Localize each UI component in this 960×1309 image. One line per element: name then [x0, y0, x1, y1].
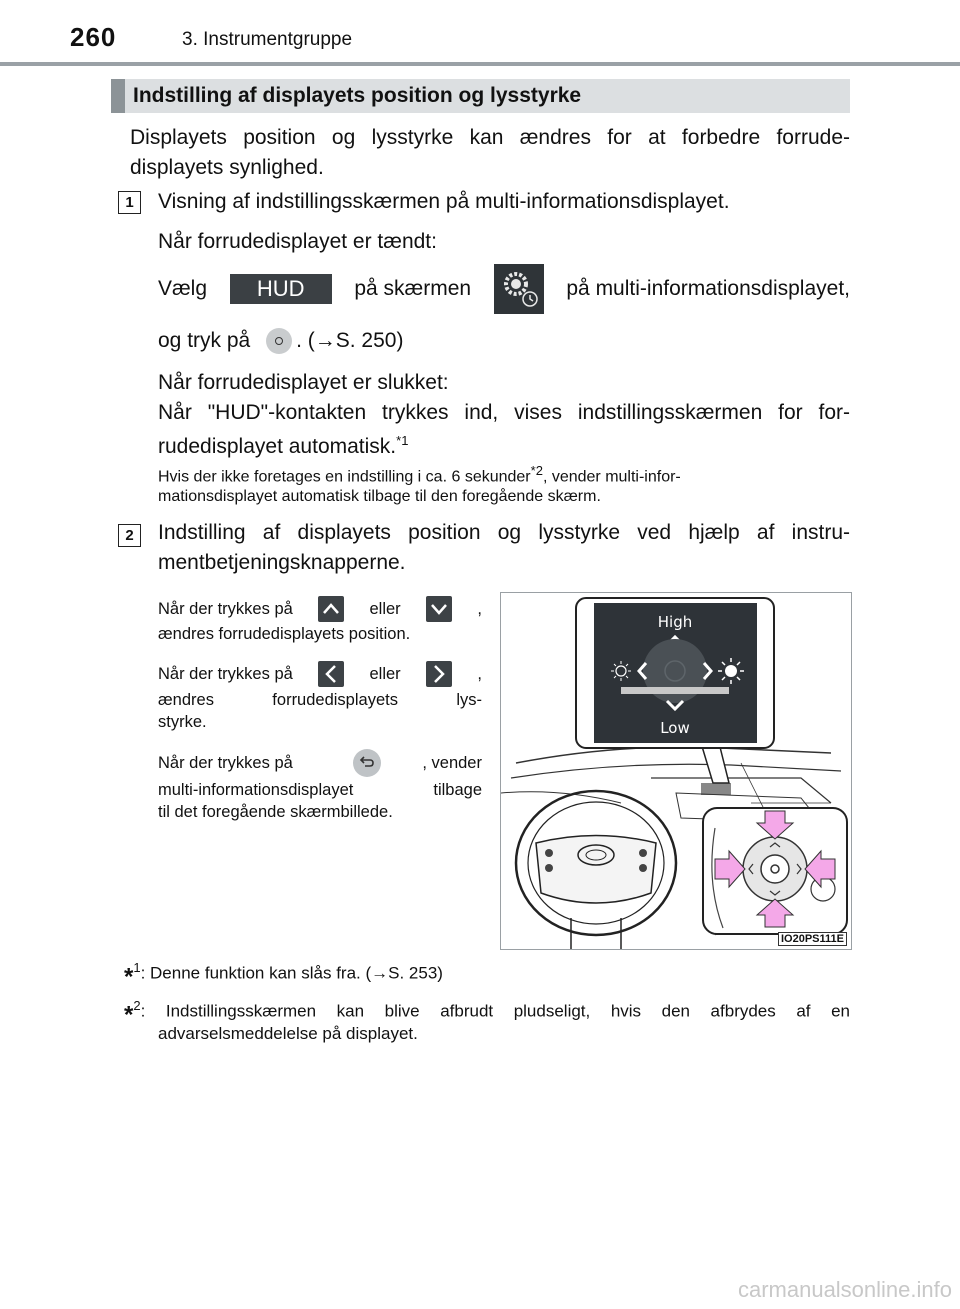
- step-1-title: Visning af indstillingsskærmen på multi-informationsdisplayet.: [158, 190, 730, 213]
- back-line-2: multi-informationsdisplayet tilbage: [158, 781, 482, 799]
- press-line: [158, 326, 403, 356]
- back-text-b: , vender: [422, 754, 482, 772]
- footnote-1: [124, 956, 443, 990]
- auto-line-2: [158, 426, 408, 462]
- select-text-c: på multi-informationsdisplayet,: [566, 277, 850, 300]
- back-line-3: til det foregående skærmbillede.: [158, 803, 393, 821]
- section-heading: [111, 79, 850, 113]
- footnote-1-number: 1: [133, 960, 141, 975]
- section-title: Indstilling af displayets position og lysstyrke: [133, 84, 582, 107]
- when-off-label: Når forrudedisplayet er slukket:: [158, 371, 449, 394]
- step-1-badge: 1: [118, 191, 141, 214]
- position-line-1: [158, 594, 482, 624]
- note-text-b: , vender multi-infor-: [542, 468, 681, 486]
- header-rule: [0, 62, 960, 66]
- when-on-label: Når forrudedisplayet er tændt:: [158, 230, 437, 253]
- footnote-2-mark: *: [124, 1001, 134, 1029]
- chapter-title: 3. Instrumentgruppe: [182, 29, 353, 50]
- select-hud-line: [158, 263, 850, 315]
- footnote-2-line-2: advarselsmeddelelse på displayet.: [158, 1024, 418, 1043]
- low-label: Low: [660, 719, 690, 737]
- back-line-1: [158, 748, 482, 778]
- hud-button: HUD: [230, 274, 332, 304]
- step-2-badge: 2: [118, 524, 141, 547]
- step-2-title-line-1: Indstilling af displayets position og lysstyrke ved hjælp af instru-: [158, 521, 850, 544]
- chevron-left-icon: [318, 661, 344, 687]
- auto-line-1: Når "HUD"-kontakten trykkes ind, vises indstillingsskærmen for for-: [158, 401, 850, 424]
- arrow-glyph: →: [314, 329, 336, 352]
- auto-line-2-text: rudedisplayet automatisk.: [158, 435, 397, 458]
- settings-gear-icon: [494, 264, 544, 314]
- footnote-2-text: : Indstillingsskærmen kan blive afbrudt pludseligt, hvis den afbrydes af en: [140, 1001, 850, 1021]
- press-text-b: . (: [296, 329, 315, 352]
- brightness-line-2: ændres forrudedisplayets lys-: [158, 691, 482, 709]
- back-text-a: Når der trykkes på: [158, 754, 293, 772]
- intro-line-2: displayets synlighed.: [130, 156, 324, 179]
- footnote-1-ref: S. 253): [388, 963, 443, 983]
- chevron-up-icon: [318, 596, 344, 622]
- footnote-1-arrow: →: [371, 963, 389, 983]
- select-text-b: på skærmen: [354, 277, 472, 300]
- press-text-a: og tryk på: [158, 329, 251, 352]
- select-text-a: Vælg: [158, 277, 208, 300]
- figure-code: IO20PS111E: [778, 932, 847, 946]
- note-text-a: Hvis der ikke foretages en indstilling i ca. 6 sekunder: [158, 468, 531, 486]
- position-text-a: Når der trykkes på: [158, 600, 293, 618]
- intro-line-1: Displayets position og lysstyrke kan ændres for at forbedre forrude-: [130, 126, 850, 149]
- page-number: 260: [70, 22, 117, 52]
- footnote-2-number: 2: [133, 998, 141, 1013]
- footnote-ref-2: *2: [530, 463, 543, 478]
- footnote-1-mark: *: [124, 963, 134, 991]
- timeout-note-line-1: [158, 460, 850, 488]
- chevron-down-icon: [426, 596, 452, 622]
- brightness-comma: ,: [477, 665, 482, 683]
- position-or: eller: [369, 600, 401, 618]
- press-ref: S. 250): [335, 329, 404, 352]
- back-button-icon: [353, 749, 381, 777]
- ok-button-icon: [266, 328, 292, 354]
- brightness-line-3: styrke.: [158, 713, 207, 731]
- position-comma: ,: [477, 600, 482, 618]
- brightness-text-a: Når der trykkes på: [158, 665, 293, 683]
- brightness-line-1: [158, 659, 482, 689]
- dashboard-illustration: [501, 593, 851, 949]
- footnote-1-text: : Denne funktion kan slås fra. (: [140, 963, 372, 983]
- step-2-title-line-2: mentbetjeningsknapperne.: [158, 551, 406, 574]
- position-line-2: ændres forrudedisplayets position.: [158, 625, 411, 643]
- brightness-or: eller: [369, 665, 401, 683]
- hud-figure: [500, 592, 852, 950]
- watermark: carmanualsonline.info: [737, 1277, 952, 1302]
- chevron-right-icon: [426, 661, 452, 687]
- footnote-ref-1: *1: [396, 433, 409, 448]
- section-heading-bar: [111, 79, 125, 113]
- timeout-note-line-2: mationsdisplayet automatisk tilbage til den foregående skærm.: [158, 488, 601, 505]
- high-label: High: [657, 613, 693, 631]
